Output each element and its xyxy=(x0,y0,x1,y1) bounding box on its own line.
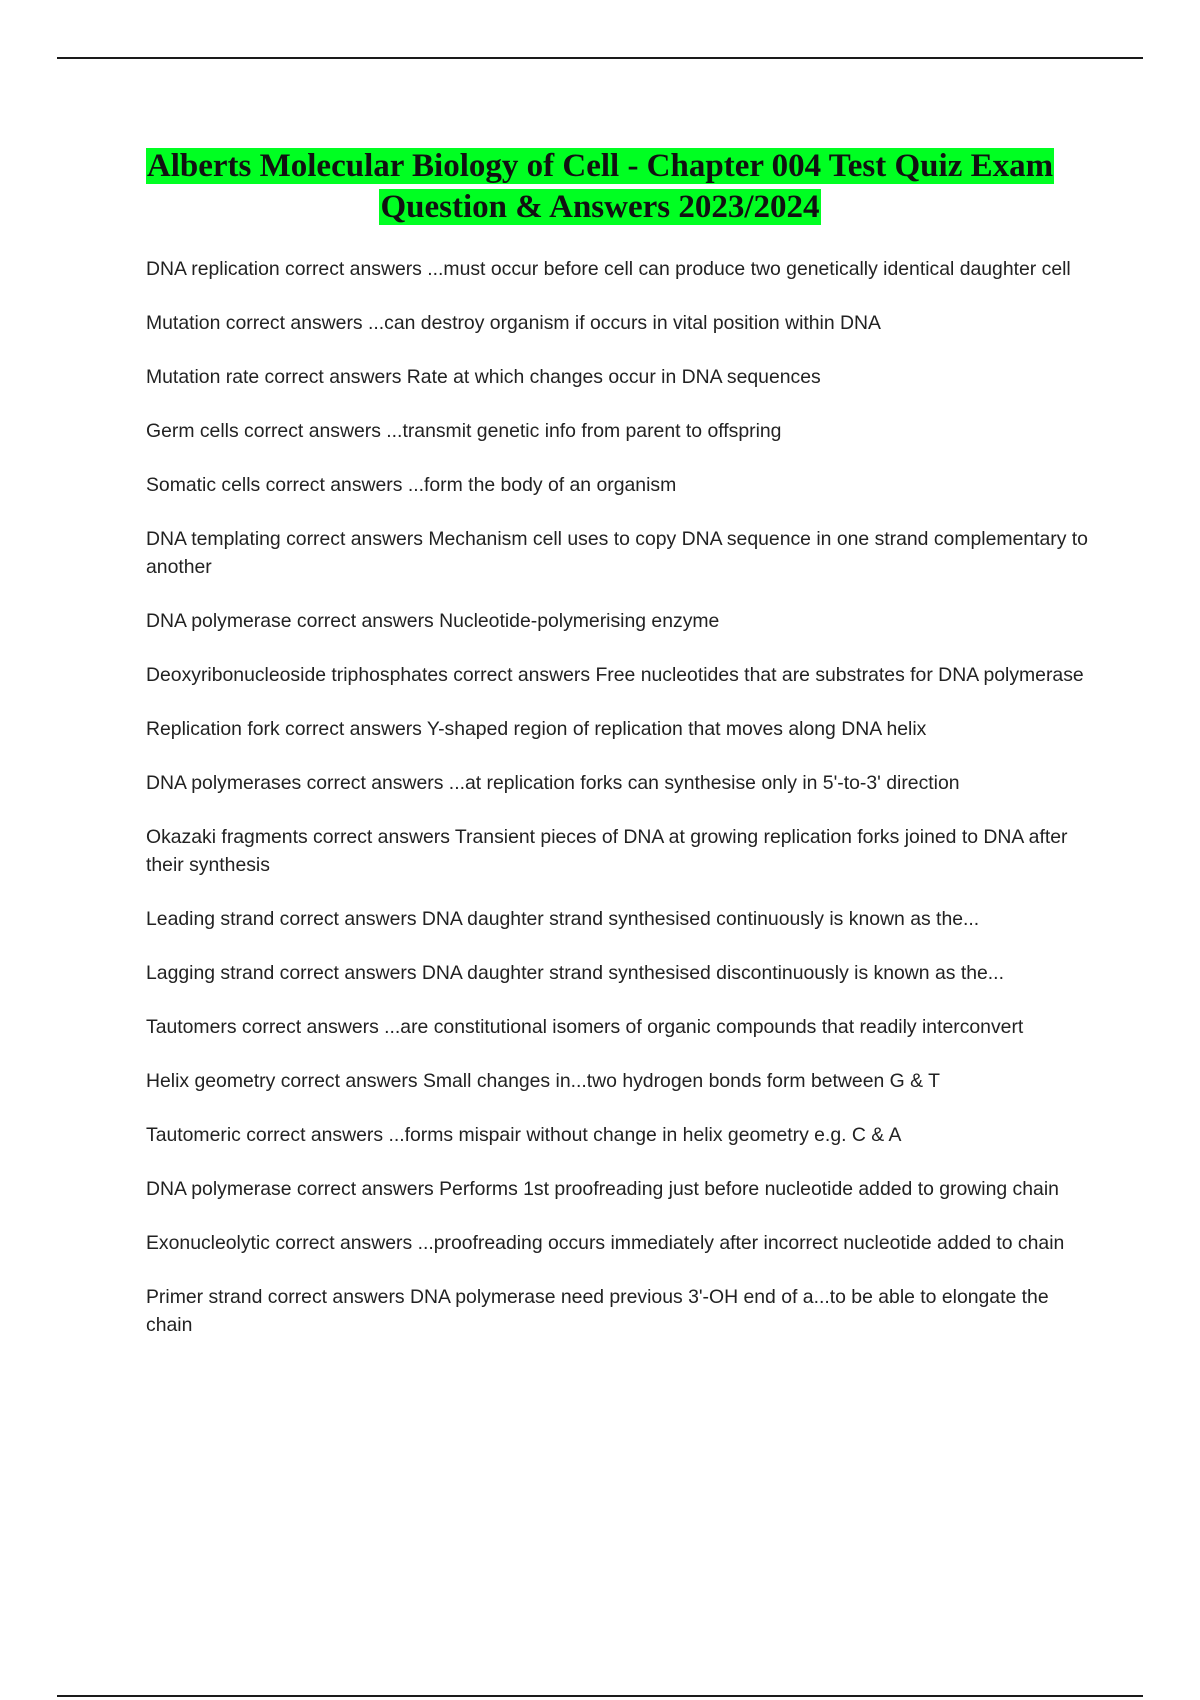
bottom-rule xyxy=(57,1695,1143,1697)
qa-item: DNA polymerases correct answers ...at replication forks can synthesise only in 5'-to-3' direction xyxy=(146,772,960,794)
qa-item: Tautomers correct answers ...are constitutional isomers of organic compounds that readily interconvert xyxy=(146,1016,1024,1038)
document-title xyxy=(100,146,1100,228)
qa-item: DNA polymerase correct answers Nucleotide-polymerising enzyme xyxy=(146,610,720,632)
qa-item: DNA polymerase correct answers Performs 1st proofreading just before nucleotide added to growing chain xyxy=(146,1178,1059,1200)
qa-item: DNA templating correct answers Mechanism cell uses to copy DNA sequence in one strand complementary to another xyxy=(146,528,1088,578)
qa-item: Lagging strand correct answers DNA daughter strand synthesised discontinuously is known as the... xyxy=(146,962,1004,984)
qa-item: Mutation correct answers ...can destroy organism if occurs in vital position within DNA xyxy=(146,312,881,334)
qa-item: Germ cells correct answers ...transmit genetic info from parent to offspring xyxy=(146,420,782,442)
qa-item: Tautomeric correct answers ...forms mispair without change in helix geometry e.g. C & A xyxy=(146,1124,902,1146)
qa-item: Replication fork correct answers Y-shaped region of replication that moves along DNA helix xyxy=(146,718,927,740)
qa-item: Leading strand correct answers DNA daughter strand synthesised continuously is known as the... xyxy=(146,908,980,930)
title-line-1: Alberts Molecular Biology of Cell - Chapter 004 Test Quiz Exam xyxy=(146,148,1054,184)
qa-item: Mutation rate correct answers Rate at which changes occur in DNA sequences xyxy=(146,366,821,388)
title-line-2: Question & Answers 2023/2024 xyxy=(380,189,820,225)
top-rule xyxy=(57,57,1143,59)
qa-list xyxy=(146,255,1091,1365)
qa-item: Okazaki fragments correct answers Transient pieces of DNA at growing replication forks joined to DNA after their synthesis xyxy=(146,826,1068,876)
qa-item: DNA replication correct answers ...must occur before cell can produce two genetically identical daughter cell xyxy=(146,258,1071,280)
qa-item: Deoxyribonucleoside triphosphates correct answers Free nucleotides that are substrates for DNA polymerase xyxy=(146,664,1084,686)
qa-item: Primer strand correct answers DNA polymerase need previous 3'-OH end of a...to be able to elongate the chain xyxy=(146,1286,1049,1336)
qa-item: Somatic cells correct answers ...form the body of an organism xyxy=(146,474,677,496)
qa-item: Exonucleolytic correct answers ...proofreading occurs immediately after incorrect nucleotide added to chain xyxy=(146,1232,1065,1254)
qa-item: Helix geometry correct answers Small changes in...two hydrogen bonds form between G & T xyxy=(146,1070,940,1092)
